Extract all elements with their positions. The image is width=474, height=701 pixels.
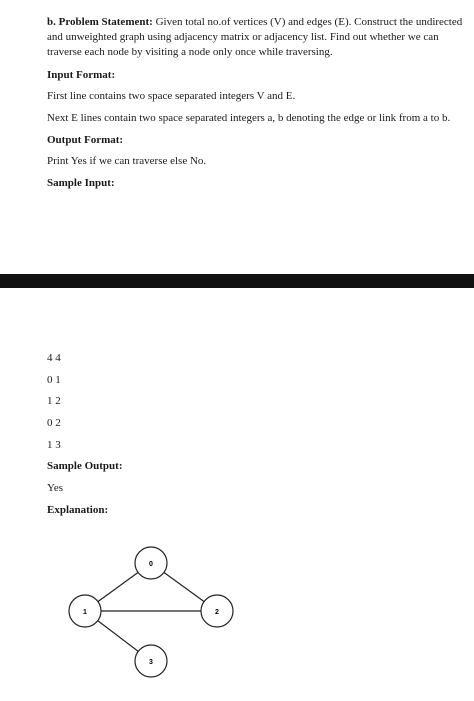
page-separator: [0, 274, 474, 288]
input-format-line-1: First line contains two space separated integers V and E.: [47, 90, 296, 102]
sample-input-line: 0 1: [47, 374, 61, 386]
node-1: [69, 595, 101, 627]
explanation-heading: Explanation:: [47, 504, 109, 516]
node-1-label: 1: [83, 609, 87, 616]
node-3: [135, 645, 167, 677]
node-3-label: 3: [149, 659, 153, 666]
output-format-heading: Output Format:: [47, 134, 124, 146]
problem-statement-lead: b. Problem Statement:: [47, 16, 153, 28]
sample-input-line: 0 2: [47, 417, 61, 429]
node-0: [135, 547, 167, 579]
problem-statement-text: Given total no.of vertices (V) and edges (E). Construct the undirected and unweighted graph using adjacency matrix or adjacency list. Find out whether we can traverse each node by visiting a node only once while traversing.: [47, 16, 463, 58]
sample-input-heading: Sample Input:: [47, 177, 115, 189]
problem-statement: [47, 15, 467, 60]
sample-input-line: 4 4: [47, 352, 61, 364]
sample-input-line: 1 3: [47, 439, 61, 451]
input-format-heading: Input Format:: [47, 69, 116, 81]
graph-diagram: [60, 528, 250, 688]
node-2-label: 2: [215, 609, 219, 616]
node-0-label: 0: [149, 561, 153, 568]
sample-input-line: 1 2: [47, 395, 61, 407]
sample-output-value: Yes: [47, 482, 64, 494]
input-format-line-2: Next E lines contain two space separated integers a, b denoting the edge or link from a to b.: [47, 112, 451, 124]
node-2: [201, 595, 233, 627]
output-format-line-1: Print Yes if we can traverse else No.: [47, 155, 207, 167]
sample-output-heading: Sample Output:: [47, 460, 123, 472]
